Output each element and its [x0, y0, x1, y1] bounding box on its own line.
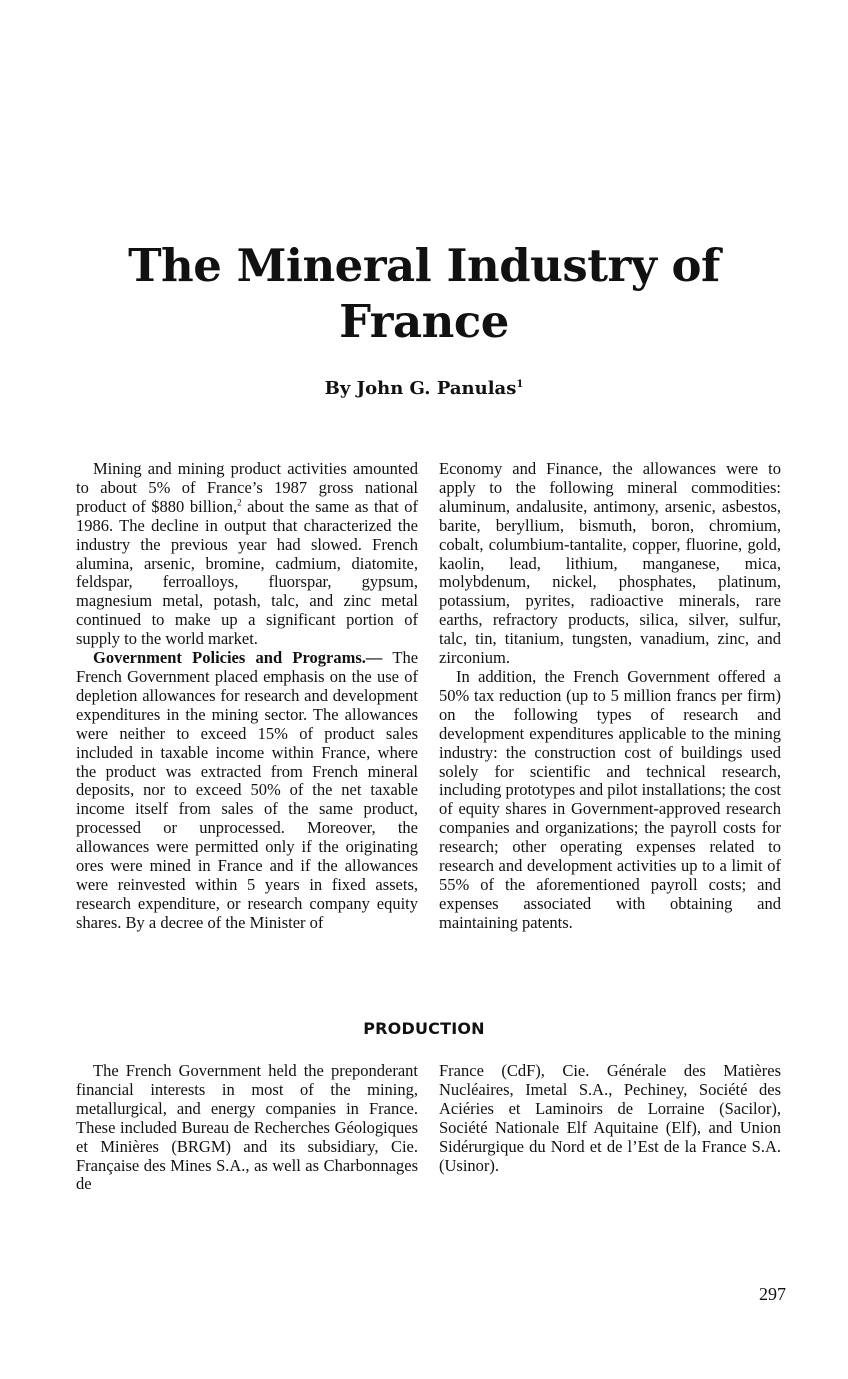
production-column-right [439, 1062, 781, 1175]
gnp-footnote-ref: 2 [237, 497, 242, 508]
author-footnote-ref: 1 [516, 379, 524, 390]
production-column-left [76, 1062, 418, 1194]
author-byline [0, 377, 848, 401]
title-line-1: The Mineral Industry of [128, 239, 720, 292]
intro-paragraph-1-text-b: about the same as that of 1986. The decline in output that characterized the industry the previous year had slowed. French alumina, arsenic, bromine, cadmium, diatomite, feldspar, ferroalloys, fluorspar, gypsum, magnesium metal, potash, talc, and zinc metal continued to make up a significant portion of supply to the world market. [76, 496, 419, 649]
intro-column-right [439, 460, 781, 933]
tax-reduction-paragraph: In addition, the French Government offered a 50% tax reduction (up to 5 million francs per firm) on the following types of research and development expenditures applicable to the mining industry: the construction cost of buildings used solely for scientific and technical research, including prototypes and pilot installations; the cost of equity shares in Government-approved research companies and organizations; the payroll costs for research; other operating expenses related to research and development activities up to a limit of 55% of the aforementioned payroll costs; and expenses associated with obtaining and maintaining patents. [439, 666, 781, 932]
production-paragraph-1: The French Government held the preponderant financial interests in most of the mining, metallurgical, and energy companies in France. These included Bureau de Recherches Géologiques et Minières (BRGM) and its subsidiary, Cie. Française des Mines S.A., as well as Charbonnages de [76, 1061, 418, 1194]
article-title [0, 238, 848, 350]
policy-paragraph-text: The French Government placed emphasis on the use of depletion allowances for research and development expenditures in the mining sector. The allowances were neither to exceed 15% of product sales included in taxable income within France, where the product was extracted from French mineral deposits, nor to exceed 50% of the net taxable income itself from sales of the same product, processed or unprocessed. Moreover, the allowances were permitted only if the originating ores were mined in France and if the allowances were reinvested within 5 years in fixed assets, research expenditure, or research company equity shares. By a decree of the Minister of [76, 648, 419, 932]
production-paragraph-1-continued: France (CdF), Cie. Générale des Matières Nucléaires, Imetal S.A., Pechiney, Société des Aciéries et Laminoirs de Lorraine (Sacilor), Société Nationale Elf Aquitaine (Elf), and Union Sidérurgique du Nord et de l’Est de la France S.A. (Usinor). [439, 1061, 781, 1175]
author-name: By John G. Panulas [324, 378, 517, 399]
section-heading-production: PRODUCTION [363, 1019, 485, 1038]
policy-paragraph [76, 649, 418, 933]
page-number: 297 [759, 1284, 786, 1304]
intro-paragraph-1 [76, 460, 418, 649]
intro-column-left [76, 460, 418, 933]
policy-runin-heading: Government Policies and Programs.— [93, 648, 383, 668]
title-line-2: France [339, 295, 509, 348]
policy-paragraph-continued: Economy and Finance, the allowances were to apply to the following mineral commodities: aluminum, andalusite, antimony, arsenic, asbestos, barite, beryllium, bismuth, boron, chromium, cobalt, columbium-tantalite, copper, fluorine, gold, kaolin, lead, lithium, manganese, mica, molybdenum, nickel, phosphates, platinum, potassium, pyrites, radioactive minerals, rare earths, refractory products, silica, silver, sulfur, talc, tin, titanium, tungsten, vanadium, zinc, and zirconium. [439, 459, 781, 668]
intro-paragraph-1-text-a: Mining and mining product activities amounted to about 5% of France’s 1987 gross national product of $880 billion, [76, 459, 418, 516]
